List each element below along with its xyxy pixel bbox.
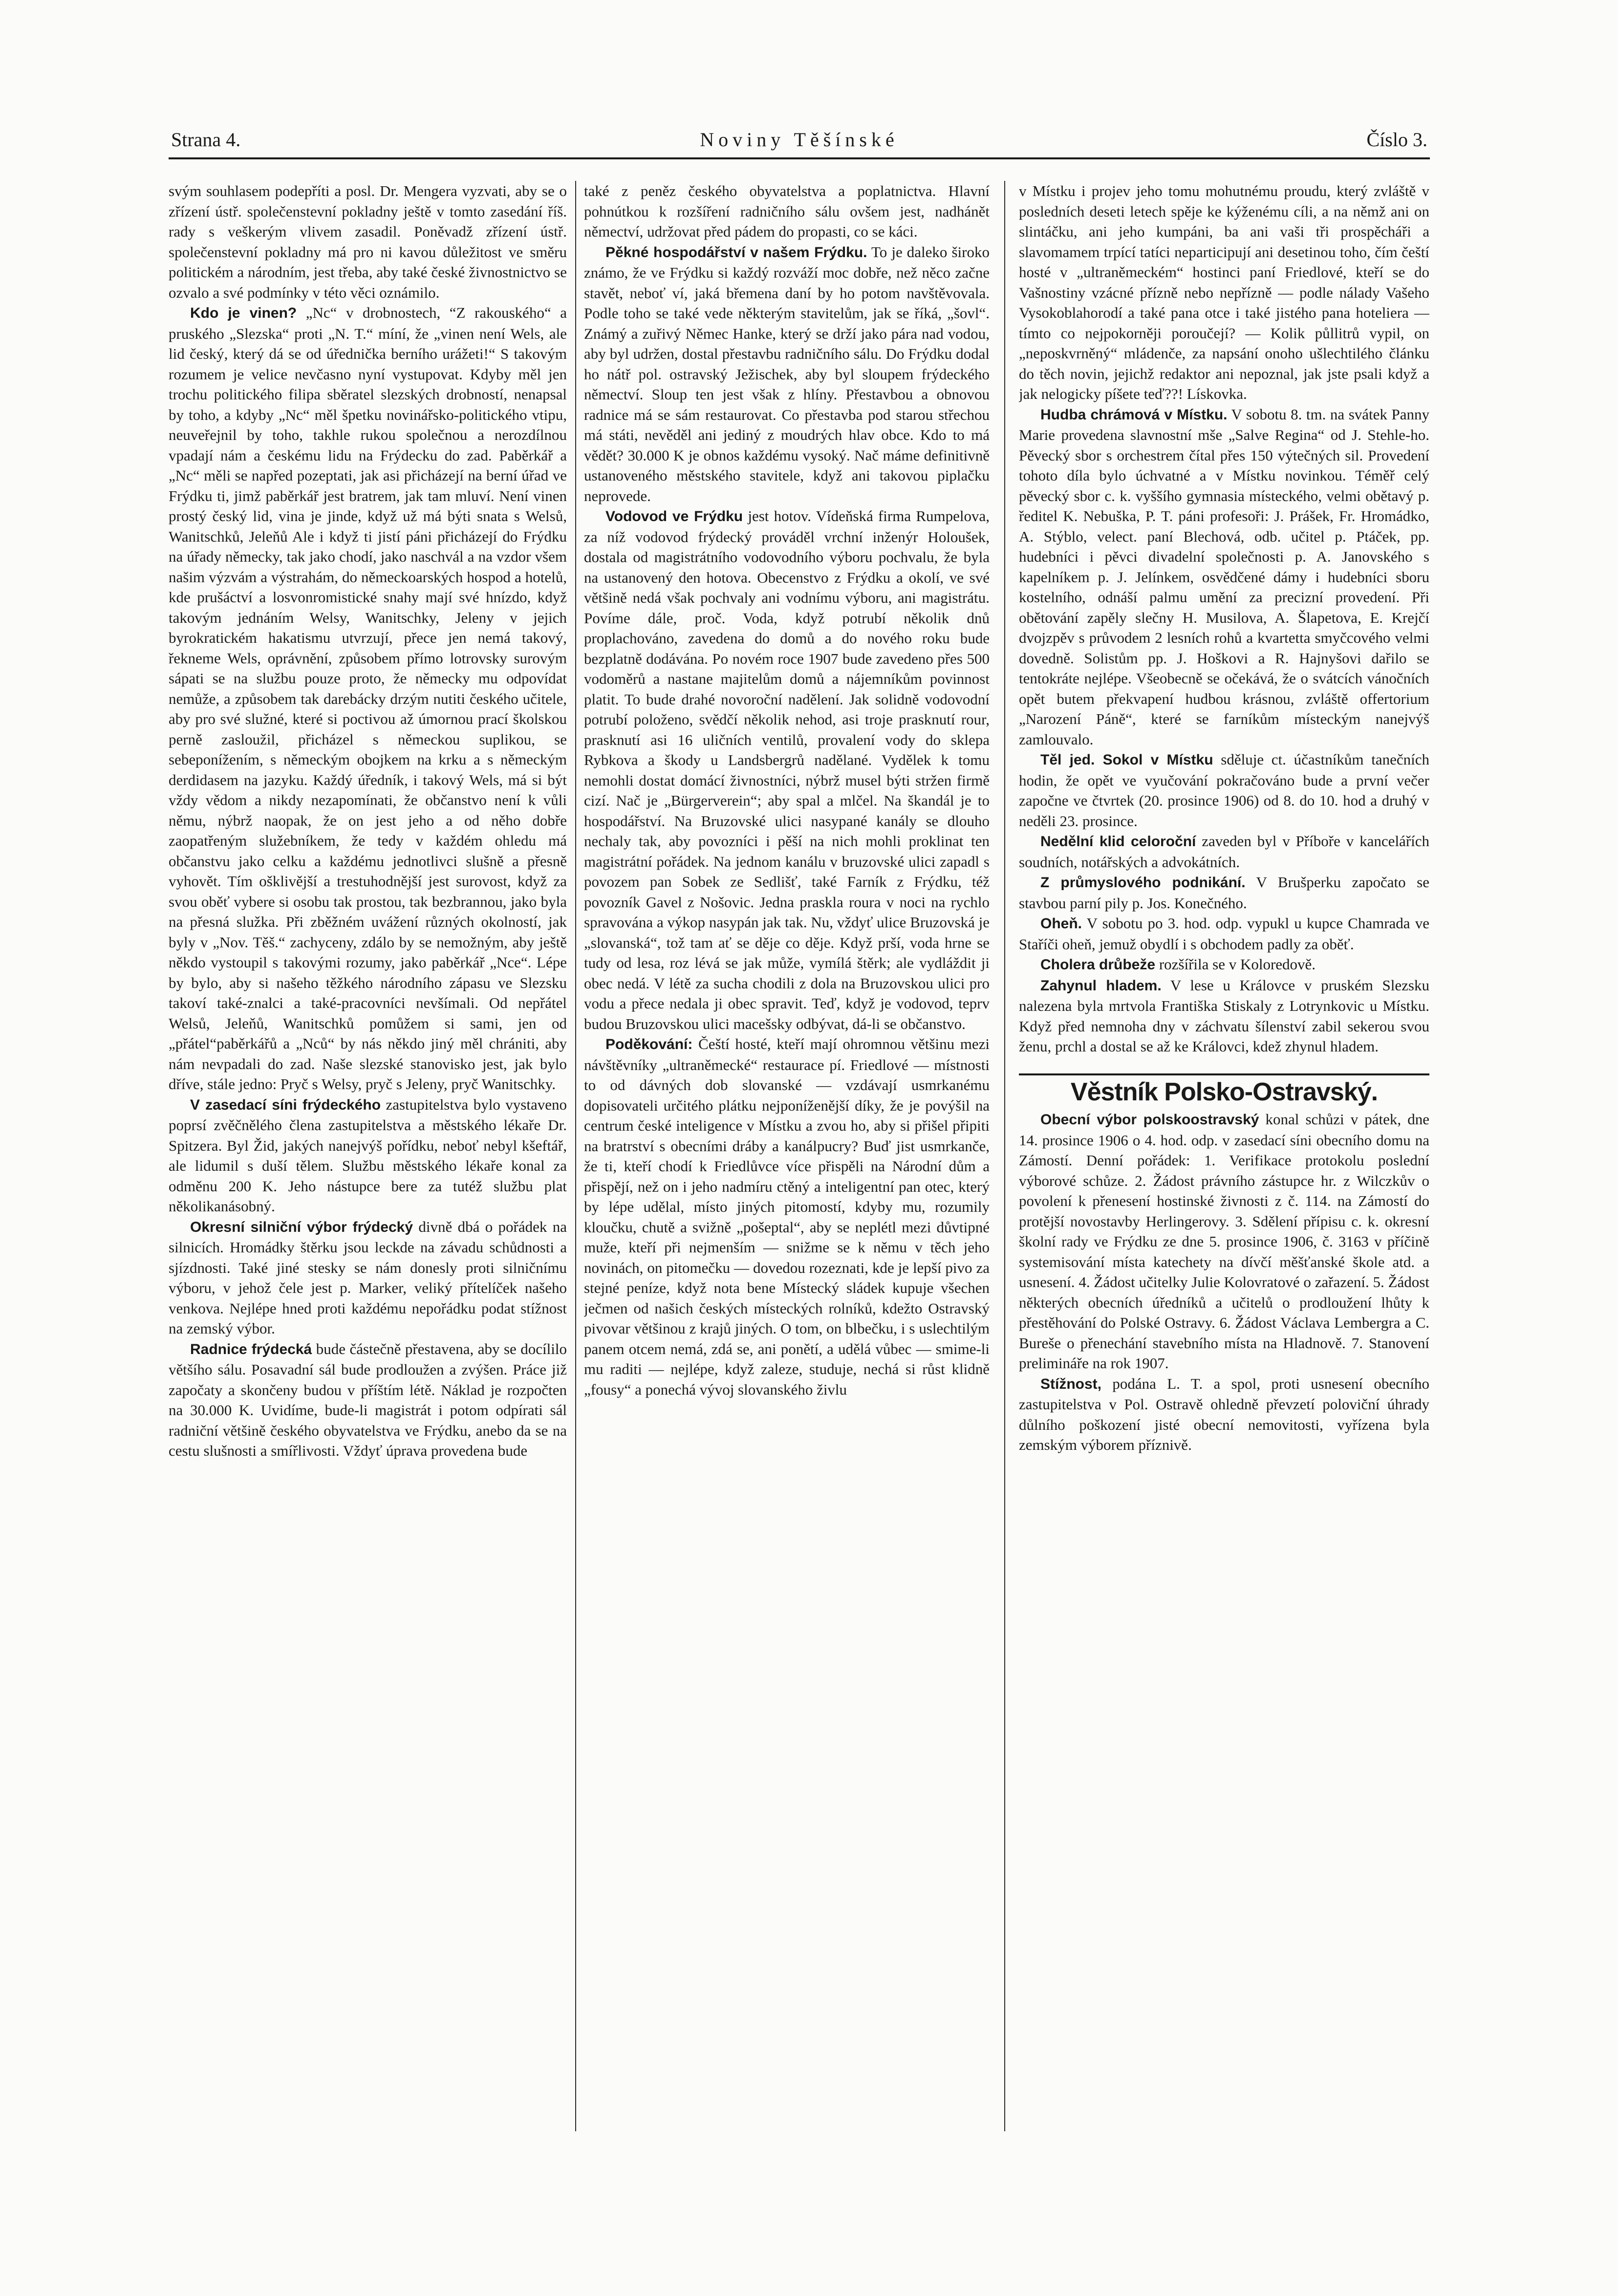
article-paragraph: [1019, 749, 1429, 831]
article-text: také z peněz českého obyvatelstva a poplatnictva. Hlavní pohnútkou k rozšíření radničního sálu ovšem jest, nadhánět němectví, udržovat před pádem do propasti, co se káci.: [584, 182, 990, 240]
article-heading: Pěkné hospodářství v našem Frýdku.: [605, 244, 867, 261]
article-text: podána L. T. a spol, proti usnesení obecního zastupitelstva v Pol. Ostravě ohledně převzetí poloviční úhrady důlního poškození jisté obecní nemovitosti, vyřízena byla zemským výborem příznivě.: [1019, 1375, 1429, 1453]
article-heading: V zasedací síni frýdeckého: [190, 1096, 381, 1113]
page-number: Strana 4.: [171, 129, 241, 151]
article-heading: Hudba chrámová v Místku.: [1040, 406, 1228, 423]
article-text: V sobotu po 3. hod. odp. vypukl u kupce Chamrada ve Staříči oheň, jemuž obydlí i s obchodem padly za oběť.: [1019, 915, 1429, 953]
article-text: To je daleko široko známo, že ve Frýdku si každý rozváží moc dobře, než něco začne stavět, neboť ví, jaká břemena daní by ho potom navštěvovala. Podle toho se také vede některým stavitelům, jak se říká, „šovl“. Známý a zuřivý Němec Hanke, který se drží jako pára nad vodou, aby byl udržen, dostal přestavbu radničního sálu. Do Frýdku dodal ho nátř pol. ostravský Ježischek, aby byl sloupem frýdeckého němectví. Sloup ten jest však z hlíny. Přestavbou a obnovou radnice má se sám restaurovat. Co přestavba pod starou střechou má státi, nevěděl ani jediný z moudrých hlav obce. Kdo to má vědět? 30.000 K je obnos každému vysoký. Nač máme definitivně ustanoveného městského stavitele, když ani takovou piplačku neprovede.: [584, 243, 990, 504]
article-paragraph: [584, 242, 990, 506]
article-heading: Vodovod ve Frýdku: [605, 508, 743, 525]
article-text: sděluje ct. účastníkům tanečních hodin, že opět ve vyučování pokračováno bude a první večer započne ve čtvrtek (20. prosince 1906) od 8. do 10. hod a druhý v neděli 23. prosince.: [1019, 751, 1429, 830]
article-heading: Stížnost,: [1040, 1376, 1101, 1392]
article-paragraph: [1019, 1109, 1429, 1374]
article-paragraph: [169, 1094, 567, 1217]
article-text: v Místku i projev jeho tomu mohutnému proudu, který zvláště v posledních deseti letech spěje ke kýženému cíli, a na němž ani on slintáčku, ani jeho kumpáni, ba ani vaši tři prospěcháři a slavomamem trpící tatíci neparticipují ani desetinou toho, čím čeští hosté v „ultraněmeckém“ hostinci paní Friedlové, kteří se do Vašnostiny vzácné přízně nebo nepřízně — podle nálady Vašeho Vysokoblahorodí a také pana otce i také jistého pana hoteliera — tímto co nejpokorněji poroučejí? — Kolik půllitrů vypil, on „neposkvrněný“ mládenče, za napsání onoho ušlechtilého článku do těch novin, jejichž redaktor ani nepoznal, jak jste psali když a jak nelogicky píšete teď??! Lískovka.: [1019, 182, 1429, 402]
article-paragraph: [584, 1034, 990, 1399]
article-heading: Poděkování:: [605, 1036, 693, 1052]
article-paragraph: [1019, 831, 1429, 872]
article-paragraph: [169, 1339, 567, 1461]
article-text: V Brušperku započato se stavbou parní pily p. Jos. Konečného.: [1019, 874, 1429, 912]
article-text: zaveden byl v Příboře v kancelářích soudních, notářských a advokátních.: [1019, 832, 1429, 871]
article-text: bude částečně přestavena, aby se docílilo většího sálu. Posavadní sál bude prodloužen a zvýšen. Práce již započaty a skončeny budou v příštím létě. Náklad je rozpočten na 30.000 K. Uvidíme, bude-li magistrát i potom odpírati sál radniční většině českého obyvatelstva ve Frýdku, anebo da se na cestu slušnosti a smířlivosti. Vždyť úprava provedena bude: [169, 1340, 567, 1459]
article-paragraph: [169, 1217, 567, 1339]
column-1: [169, 181, 567, 2141]
article-text: konal schůzi v pátek, dne 14. prosince 1906 o 4. hod. odp. v zasedací síni obecního domu na Zámostí. Denní pořádek: 1. Verifikace protokolu poslední výborové schůze. 2. Žádost právního zástupce hr. z Wilczkův o povolení k přenesení hostinské živnosti z č. 114. na Zámostí do protější novostavby Herlingerovy. 3. Sdělení přípisu c. k. okresní školní rady ve Frýdku ze dne 5. prosince 1906, č. 3163 v příčině systemisování místa katechety na dívčí měšťanské škole atd. a usnesení. 4. Žádost učitelky Julie Kolovratové o zařazení. 5. Žádost některých obecních úředníků a učitelů o prodloužení lhůty k přestěhování do Polské Ostravy. 6. Žádost Václava Lembergra a C. Bureše o přenechání stavebního místa na Hladnově. 7. Stanovení preliminářе na rok 1907.: [1019, 1111, 1429, 1372]
article-heading: Okresní silniční výbor frýdecký: [190, 1219, 413, 1235]
article-paragraph: [584, 506, 990, 1034]
section-title: Věstník Polsko-Ostravský.: [1019, 1073, 1429, 1103]
article-paragraph: [1019, 872, 1429, 913]
column-divider: [575, 181, 576, 2131]
article-text: Čeští hosté, kteří mají ohromnou většinu mezi návštěvníky „ultraněmecké“ restaurace pí. Friedlové — místnosti to od dávných dob slovanské — vzdávají usmrkanému dopisovateli určitého plátku nejponíženější díky, že je povýšil na centrum české inteligence v Místku a zvou ho, aby si přišel připiti na bratrství s obecními dráby a kanálpucry? Buď jist usmrkanče, že ti, kteří chodí k Friedlůvce více přispěli na Národní dům a přispějí, než on i jeho nadmíru ctěný a inteligentní pan otec, který by lépe udělal, místo jiných pitomostí, kdyby mu, rozumily kloučku, chutě a svižně „pošeptal“, aby se neplétl mezi důvtipné muže, kteří při nejmenším — snižme se k němu v těch jeho novinách, on pitomečku — dovedou rozeznati, kde je lepší pivo za stejné peníze, když nota bene Místecký sládek kupuje všechen ječmen od našich českých místeckých rolníků, kdežto Ostravský pivovar většinou z krajů jiných. O tom, on blbečku, i s uslechtilým panem otcem nemá, zdá se, ani ponětí, a udělá vůbec — smime-li mu raditi — nejlépe, když zaleze, studuje, nechá si růst klidně „fousy“ a ponechá vývoj slovanského živlu: [584, 1035, 990, 1398]
article-paragraph: [169, 181, 567, 303]
article-text: „Nc“ v drobnostech, “Z rakouského“ a pruského „Slezska“ proti „N. T.“ míní, že „vinen není Wels, ale lid český, který dá se od úřednička berního urážeti!“ S takovým rozumem je velice nevčasno nyní vystupovat. Kdyby měl jen trochu politického filipa sběratel slezských drobností, nenapsal by toho, a kdyby „Nc“ měl špetku novinářsko-politického vtipu, neuveřejnil by toho, takhle rukou společnou a nerozdílnou vpadají nám a českému lidu na Frýdecku do zad. Paběrkář a „Nc“ měli se napřed pozeptati, jak asi přicházejí na berní úřad ve Frýdku ti, jimž paběrkář jest bratrem, jak tam mluví. Není vinen prostý český lid, vina je jinde, když už má býti snata s Welsů, Wanitschků, Jeleňů Ale i když ti jistí páni přicházejí do Frýdku na úřady německy, tak jako chodí, jako naschvál a na vzdor všem našim výzvám a výstrahám, do německoarských hospod a hotelů, kde prušáctví a losvonromistické snahy mají své hnízdo, když takovým jednáním Welsy, Wanitschky, Jeleny v jejich byrokratickém hakatismu utvrzují, přece jen nemá takový, řekneme Wels, oprávnění, způsobem přímo lotrovsky surovým sápati se na službu pouze proto, že německy mu odpovídat nemůže, a způsobem tak darebácky drzým nutiti českého učitele, aby pro své služné, které si poctivou až úmornou prací školskou perně zasloužil, přicházel s německou suplikou, se sebeponížením, s německým obojkem na krku a s německým derdidasem na jazyku. Každý úředník, i takový Wels, má si být vždy vědom a nikdy nezapomínati, že občanstvo není k vůli němu, nýbrž naopak, že on jest jeho a od něho dobře zaopatřeným služebníkem, že tedy v každém ohledu má občanstvu jako celku a každému jednotlivci slušně a přesně vyhovět. Tím ošklivější a trestuhodnější jest surovost, když za svou oběť vybere si osobu tak prostou, tak bezbrannou, jako byla na přesná služka. Při zběžném uvážení různých okolností, jak byly v „Nov. Těš.“ zachyceny, zdálo by se nemožným, aby ještě někdo vystoupil s takovými rozumy, jako paběrkář „Nce“. Lépe by bylo, aby si našeho těžkého národního zápasu ve Slezsku takoví také-znalci a také-pracovníci nevšímali. Od nepřátel Welsů, Jeleňů, Wanitschků pomůžem si sami, jen od „přátel“paběrkářů a „Nců“ by nás někdo jiný měl chrániti, aby nám nevpadali do zad. Naše slezské stanovisko jest, jak bylo dříve, stále jedno: Pryč s Welsy, pryč s Jeleny, pryč Wanitschky.: [169, 304, 567, 1093]
article-text: divně dbá o pořádek na silnicích. Hromádky štěrku jsou leckde na závadu schůdnosti a sjízdnosti. Také jiné stesky se nám donesly proti silničnímu výboru, v jehož čele jest p. Marker, veliký přítelíček našeho venkova. Nejlépe hned proti každému nepořádku podat stížnost na zemský výbor.: [169, 1218, 567, 1337]
column-divider: [1004, 181, 1005, 2131]
page-header: [171, 128, 1427, 157]
article-paragraph: [169, 303, 567, 1094]
article-heading: Kdo je vinen?: [190, 305, 297, 321]
article-paragraph: [1019, 913, 1429, 954]
article-text: rozšířila se v Koloredově.: [1159, 956, 1316, 973]
article-text: svým souhlasem podepříti a posl. Dr. Mengera vyzvati, aby se o zřízení ústř. společenstevní pokladny ještě v tomto zasedání říš. rady s veškerým vlivem zasadil. Poněvadž zřízení ústř. společenstevní pokladny má pro ni kavou důležitost ve směru politickém a národním, jest třeba, aby také české živnostnictvo se ozvalo a své podmínky v této věci oznámilo.: [169, 182, 567, 301]
column-2: [584, 181, 990, 2141]
header-rule: [169, 157, 1430, 159]
article-text: zastupitelstva bylo vystaveno poprsí zvěčnělého člena zastupitelstva a městského lékaře Dr. Spitzera. Byl Žid, jakých nanejvýš pořídku, neboť nebyl kšeftář, ale lidumil s duší tělem. Službu městského lékaře konal za odměnu 200 K. Jeho nástupce bere za tutéž službu plat několikanásobný.: [169, 1095, 567, 1215]
newspaper-title: Noviny Těšínské: [700, 129, 899, 151]
article-heading: Nedělní klid celoroční: [1040, 833, 1196, 850]
issue-number: Číslo 3.: [1366, 129, 1427, 151]
article-paragraph: [584, 181, 990, 242]
article-heading: Zahynul hladem.: [1040, 977, 1162, 994]
article-text: V sobotu 8. tm. na svátek Panny Marie provedena slavnostní mše „Salve Regina“ od J. Stehle-ho. Pěvecký sbor s orchestrem čítal přes 150 výtečných sil. Provedení tohoto díla bylo úchvatné a v Místku novinkou. Téměř celý pěvecký sbor c. k. vyššího gymnasia místeckého, velmi obětavý p. ředitel K. Nebuška, P. T. páni profesoři: J. Prášek, Fr. Hromádko, A. Stýblo, velect. paní Blechová, odb. učitel p. Ptáček, pp. hudebníci i pěvci divadelní společnosti p. A. Janovského s kapelníkem p. J. Jelínkem, osvědčené dámy i hudebníci sboru kostelního, odnáší palmu umění za precizní provedení. Při obětování zapěly slečny H. Musilova, A. Šlapetova, E. Krejčí dvojzpěv s průvodem 2 lesních rohů a kvartetta smyčcového velmi dovedně. Solistům pp. J. Hoškovi a R. Hajnyšovi dařilo se tentokráte nejlépe. Všeobecně se očekává, že o svátcích vánočních opět butem překvapení hudbou krásnou, zvláště offertorium „Narození Páně“, které se farníkům místeckým nanejvýš zamlouvalo.: [1019, 405, 1429, 748]
article-paragraph: [1019, 404, 1429, 750]
article-paragraph: [1019, 954, 1429, 975]
column-3: [1019, 181, 1429, 2141]
article-heading: Těl jed. Sokol v Místku: [1040, 752, 1213, 768]
article-heading: Radnice frýdecká: [190, 1341, 312, 1357]
article-heading: Z průmyslového podnikání.: [1040, 875, 1246, 891]
article-heading: Cholera drůbeže: [1040, 957, 1156, 973]
article-paragraph: [1019, 975, 1429, 1057]
article-heading: Oheň.: [1040, 916, 1082, 932]
article-text: V lese u Královce v pruském Slezsku nalezena byla mrtvola Františka Stiskaly z Lotrynkovic u Místku. Když před nemnoha dny v záchvatu šílenství zabil sekerou svou ženu, prchl a dostal se až ke Královci, kdež zhynul hladem.: [1019, 976, 1429, 1055]
article-paragraph: [1019, 1374, 1429, 1455]
article-heading: Obecní výbor polskoostravský: [1040, 1112, 1259, 1128]
article-text: jest hotov. Vídeňská firma Rumpelova, za níž vodovod frýdecký prováděl vrchní inženýr Holoušek, dostala od magistrátního vodovodního výboru pochvalu, že byla na ustanovený den hotova. Obecenstvo z Frýdku a okolí, ve své většině nedá však pochvaly ani vodnímu výboru, ani magistrátu. Povíme dále, proč. Voda, když potrubí několik dnů proplachováno, zavedena do domů a do nového roku bude bezplatně dodávána. Po novém roce 1907 bude zavedeno přes 500 vodoměrů a nastane majitelům domů a nájemníkům povinnost platit. To bude drahé novoroční nadělení. Jak solidně vodovodní potrubí položeno, svědčí několik nehod, asi troje prasknutí rour, prasknutí asi 16 uličních ventilů, provalení vody do sklepa Rybkova a škody u Landsbergrů nadělané. Vydělek k tomu nemohli dostat domácí živnostníci, nýbrž musel býti stržen firmě cizí. Nač je „Bürgerverein“; aby spal a mlčel. Na škandál je to hospodářství. Na Bruzovské ulici nasypané kanály se dlouho nechaly tak, aby povozníci i pěší na nich mohli proklinat ten magistrátní pořádek. Na jednom kanálu v bruzovské ulici zapadl s povozem pan Sobek ze Sedlišť, také Farník z Frýdku, též povozník Gavel z Nošovic. Jedna praskla roura v noci na rychlo spravována a výkop nasypán jak tak. Nu, vždyť ulice Bruzovská je „slovanská“, tož tam ať se děje co děje. Když prší, voda hrne se tudy od lesa, roz lévá se jak může, vymílá štěrk; ale vydláždit ji obec nedá. V létě za sucha chodili z dola na Bruzovskou ulici pro vodu a přece nedala ji obec spravit. Teď, když je vodovod, teprv budou Bruzovskou ulici macešsky odbývat, dá-li se občanstvo.: [584, 507, 990, 1032]
article-paragraph: [1019, 181, 1429, 404]
